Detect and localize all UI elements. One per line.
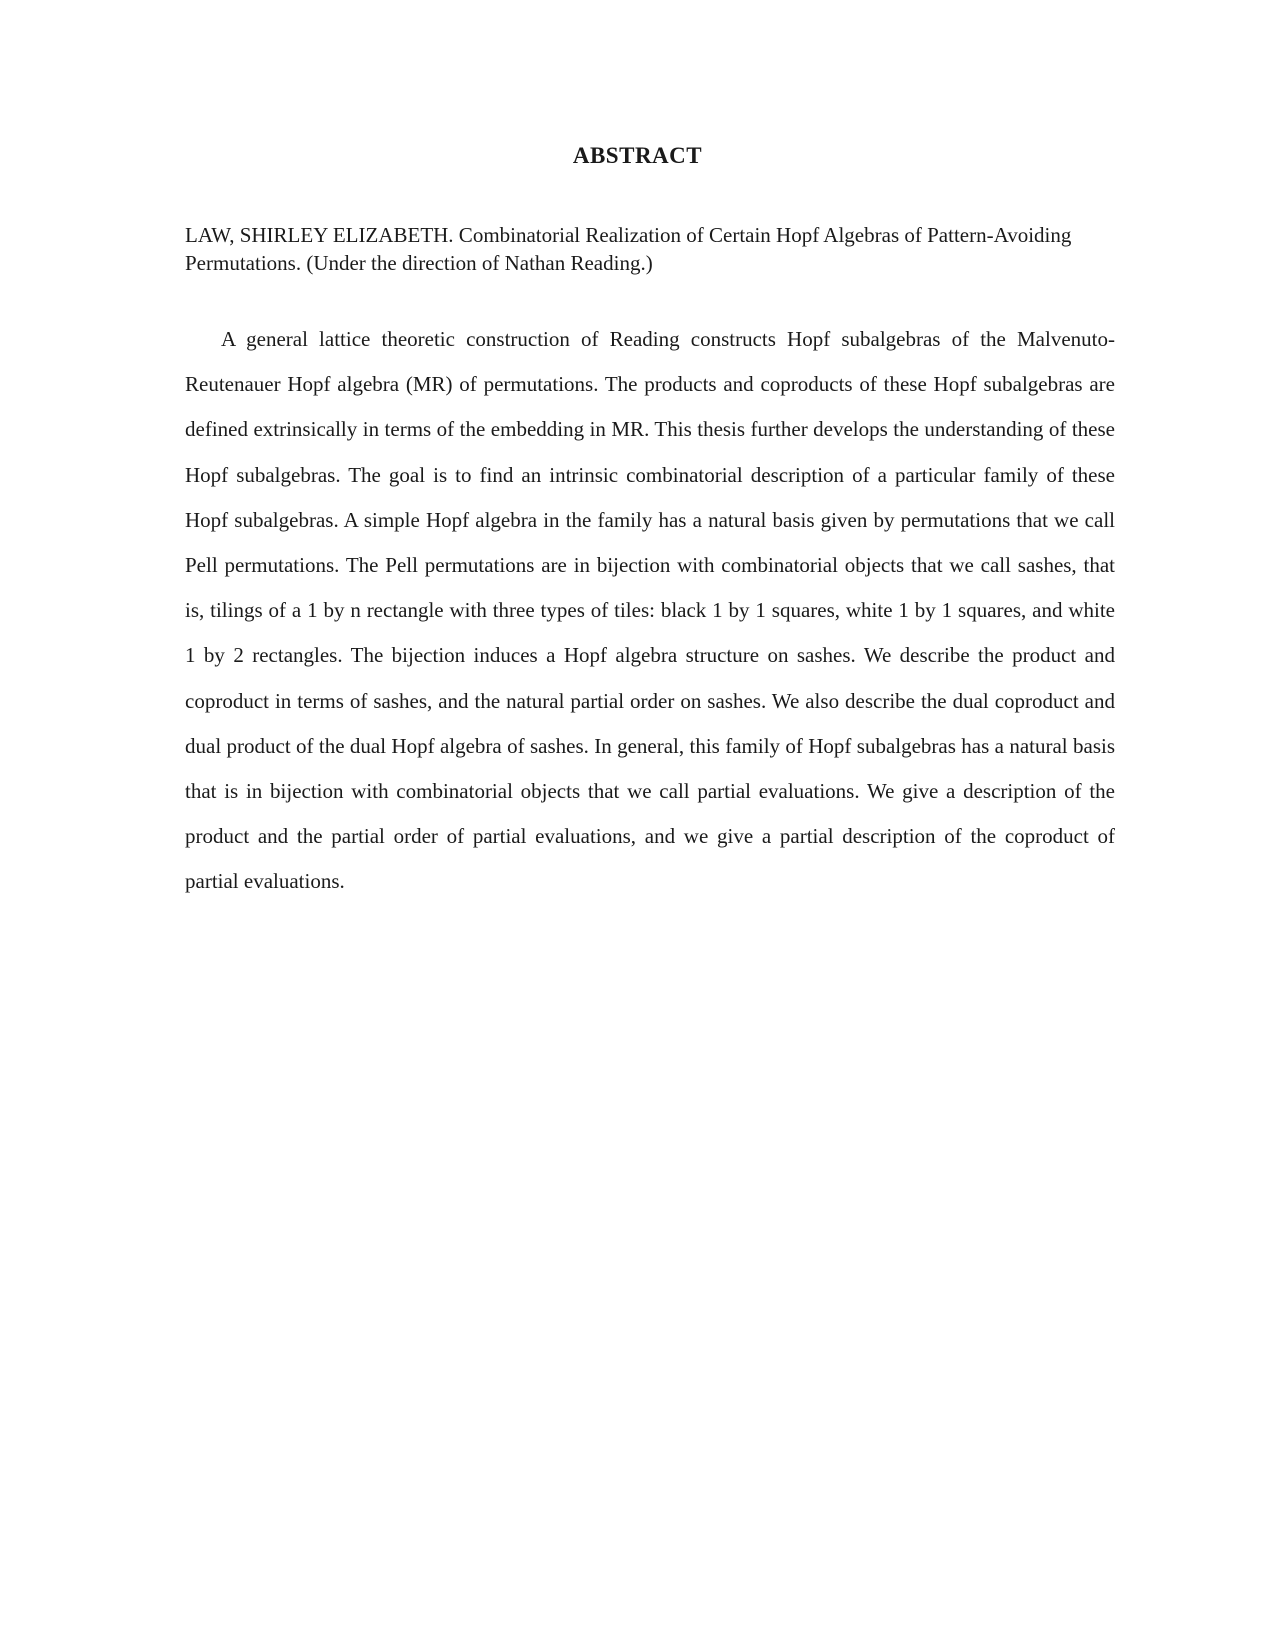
thesis-citation: LAW, SHIRLEY ELIZABETH. Combinatorial Realization of Certain Hopf Algebras of Pattern-Avoiding Permutations. (Under the direction of Nathan Reading.) bbox=[185, 223, 1072, 275]
abstract-body: A general lattice theoretic construction of Reading constructs Hopf subalgebras of the Malvenuto-Reutenauer Hopf algebra (MR) of permutations. The products and coproducts of these Hopf subalgebras are defined extrinsically in terms of the embedding in MR. This thesis further develops the understanding of these Hopf subalgebras. The goal is to find an intrinsic combinatorial description of a particular family of these Hopf subalgebras. A simple Hopf algebra in the family has a natural basis given by permutations that we call Pell permutations. The Pell permutations are in bijection with combinatorial objects that we call sashes, that is, tilings of a 1 by n rectangle with three types of tiles: black 1 by 1 squares, white 1 by 1 squares, and white 1 by 2 rectangles. The bijection induces a Hopf algebra structure on sashes. We describe the product and coproduct in terms of sashes, and the natural partial order on sashes. We also describe the dual coproduct and dual product of the dual Hopf algebra of sashes. In general, this family of Hopf subalgebras has a natural basis that is in bijection with combinatorial objects that we call partial evaluations. We give a description of the product and the partial order of partial evaluations, and we give a partial description of the coproduct of partial evaluations. bbox=[185, 327, 1115, 894]
abstract-heading: ABSTRACT bbox=[572, 143, 703, 168]
